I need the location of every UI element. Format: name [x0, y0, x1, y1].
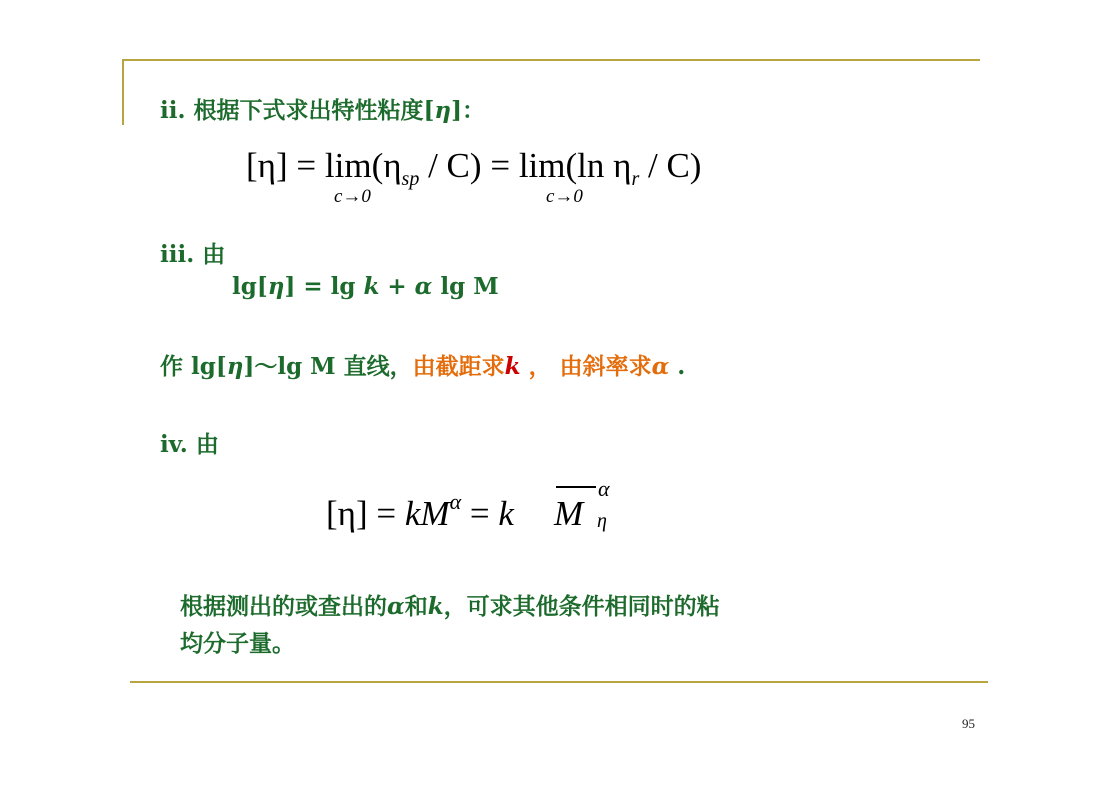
heading-ii	[160, 92, 485, 125]
left-rule	[122, 59, 124, 125]
formula1-eq2: =	[490, 146, 511, 185]
eq3-k: k	[363, 273, 380, 300]
plot-line-slope: 由斜率求	[559, 353, 652, 380]
bottom-rule	[130, 681, 988, 683]
eq3-lgm: lg M	[432, 273, 499, 300]
formula1-ln-eta-r: (ln η	[565, 146, 632, 185]
heading-iv-number: iv.	[160, 431, 196, 458]
formula2-m-eta	[554, 494, 583, 534]
heading-ii-text: 根据下式求出特性粘度[	[193, 97, 435, 124]
plot-line-part2: ]～lg M 直线，	[243, 353, 413, 380]
formula2-overbar	[556, 486, 596, 488]
formula1-eq1: =	[296, 146, 317, 185]
conclusion-line1	[180, 588, 720, 621]
heading-iii	[160, 236, 225, 269]
formula2-m: M	[554, 494, 584, 533]
plot-line-sentence	[160, 348, 685, 381]
equation-iii	[232, 273, 499, 300]
conclusion-alpha: α	[387, 593, 405, 620]
plot-line-k: k	[504, 353, 521, 380]
formula1-over-c2: / C)	[647, 146, 702, 185]
heading-iv	[160, 426, 219, 459]
formula2-k: k	[498, 494, 514, 533]
plot-line-intercept: 由截距求	[412, 353, 505, 380]
formula1-lim2: lim	[518, 146, 566, 185]
conclusion-part1: 根据测出的或查出的	[180, 593, 387, 620]
conclusion-k: k	[427, 593, 444, 620]
heading-iv-text: 由	[195, 431, 219, 458]
formula1-limit-under-2: c→0	[546, 186, 583, 207]
heading-ii-suffix: ]：	[451, 97, 486, 124]
eq3-eta: η	[267, 273, 285, 300]
page-number: 95	[962, 716, 975, 731]
conclusion-line2: 均分子量。	[180, 630, 295, 657]
formula1-sub-sp: sp	[401, 168, 420, 190]
formula2-eq2: =	[469, 494, 490, 533]
intrinsic-viscosity-formula	[246, 146, 702, 190]
plot-line-period: .	[669, 353, 686, 380]
plot-line-comma: ，	[520, 353, 560, 380]
heading-ii-eta: η	[434, 97, 452, 124]
formula2-lhs: [η]	[326, 494, 368, 533]
formula2-alpha1: α	[449, 489, 462, 514]
formula1-over-c1: / C)	[428, 146, 482, 185]
heading-ii-number: ii.	[160, 97, 194, 124]
conclusion-and: 和	[404, 593, 428, 620]
formula1-lim1: lim	[324, 146, 372, 185]
conclusion-part2: ，可求其他条件相同时的粘	[443, 593, 720, 620]
formula2-alpha2: α	[598, 476, 610, 501]
eq3-alpha: α	[414, 273, 433, 300]
top-rule	[122, 59, 980, 61]
formula1-eta-sp: (η	[371, 146, 402, 185]
formula2-km: kM	[404, 494, 450, 533]
eq3-plus: +	[379, 273, 415, 300]
plot-line-alpha: α	[651, 353, 670, 380]
formula1-lhs: [η]	[246, 146, 288, 185]
heading-iii-text: 由	[202, 241, 226, 268]
heading-iii-number: iii.	[160, 241, 203, 268]
formula2-eq1: =	[376, 494, 397, 533]
eq3-lg: lg[	[232, 273, 268, 300]
mark-houwink-formula	[326, 489, 514, 534]
formula2-sub-eta: η	[597, 510, 607, 532]
plot-line-part1: 作 lg[	[160, 353, 227, 380]
formula1-sub-r: r	[631, 168, 640, 190]
plot-line-eta: η	[226, 353, 244, 380]
formula1-limit-under-1: c→0	[334, 186, 371, 207]
eq3-eq-lg: ] = lg	[284, 273, 364, 300]
